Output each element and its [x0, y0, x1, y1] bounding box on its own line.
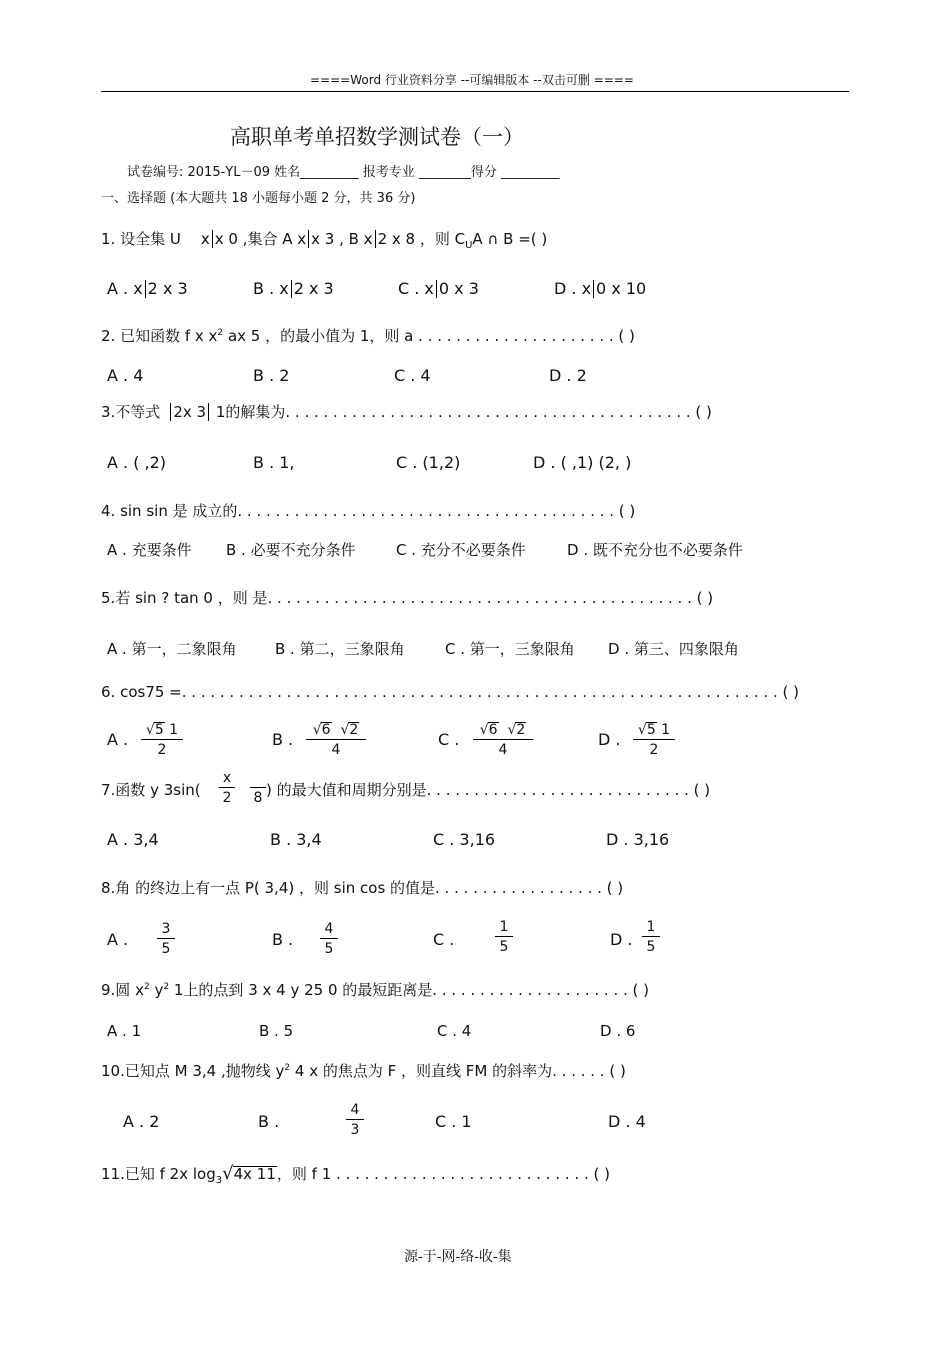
question-1-stem: 1. 设全集 U x x 0 ,集合 A x x 3 , B x 2 x 8 ，则 $C_UA$ ∩ B =( ): [101, 230, 548, 251]
question-11-stem: 11.已知 f 2x $\log_3√4x$ 11，则 f 1 . . . . . . . . . . . . . . . . . . . . . . . . . . . ( ): [101, 1163, 610, 1186]
header-rule: [101, 91, 849, 92]
question-8-option-c-label: C .: [433, 930, 455, 949]
question-1-option-a: A . x 2 x 3: [107, 279, 188, 298]
question-4-option-c: C . 充分不必要条件: [396, 541, 526, 559]
question-7-option-c: C . 3,16: [433, 830, 496, 849]
question-1-option-b: B . x 2 x 3: [253, 279, 334, 298]
question-4-stem: 4. sin sin 是 成立的. . . . . . . . . . . . . . . . . . . . . . . . . . . . . . . . . . . . . . . . ( ): [101, 502, 636, 520]
question-3-option-b: B . 1,: [253, 453, 295, 472]
question-2-option-b: B . 2: [253, 366, 290, 385]
question-1-option-c: C . x 0 x 3: [398, 279, 479, 298]
question-9-option-a: A . 1: [107, 1022, 142, 1040]
question-10-option-c: C . 1: [435, 1112, 472, 1131]
question-6-option-b-label: B .: [272, 730, 294, 749]
question-4-option-b: B . 必要不充分条件: [226, 541, 356, 559]
question-2-option-c: C . 4: [394, 366, 431, 385]
question-5-option-c: C . 第一，三象限角: [445, 640, 575, 658]
question-6-option-c-label: C .: [438, 730, 460, 749]
question-3-option-a: A . ( ,2): [107, 453, 167, 472]
question-10-option-d: D . 4: [608, 1112, 646, 1131]
question-10-option-b-label: B .: [258, 1112, 280, 1131]
question-10-option-b-fraction: 4 3: [346, 1103, 364, 1137]
question-8-option-a-fraction: 3 5: [157, 922, 175, 956]
question-6-option-a-fraction: √5 1 2: [141, 722, 183, 757]
question-6-option-c-fraction: √6 √2 4: [473, 722, 533, 757]
question-3-option-d: D . ( ,1) (2, ): [533, 453, 632, 472]
question-2-option-d: D . 2: [549, 366, 587, 385]
question-5-option-a: A . 第一，二象限角: [107, 640, 237, 658]
question-8-option-a-label: A .: [107, 930, 129, 949]
question-10-stem: 10.已知点 M 3,4 ,抛物线 $y^2$ 4 x 的焦点为 F ，则直线 FM 的斜率为. . . . . . ( ): [101, 1062, 626, 1080]
question-7-fraction-x-over-2: x 2: [219, 771, 235, 805]
question-6-option-a-label: A .: [107, 730, 129, 749]
question-2-option-a: A . 4: [107, 366, 144, 385]
question-8-option-d-label: D .: [610, 930, 633, 949]
question-6-option-b-fraction: √6 √2 4: [306, 722, 366, 757]
question-7-option-a: A . 3,4: [107, 830, 159, 849]
question-4-option-d: D . 既不充分也不必要条件: [567, 541, 743, 559]
question-8-option-c-fraction: 1 5: [495, 920, 513, 954]
question-3-stem: 3.不等式 2x 3 1的解集为. . . . . . . . . . . . . . . . . . . . . . . . . . . . . . . . . . . . . . . . . . . ( ): [101, 403, 712, 421]
question-7-option-d: D . 3,16: [606, 830, 670, 849]
exam-info-line: 试卷编号: 2015-YL－09 姓名_________ 报考专业 ________得分 _________: [127, 165, 560, 180]
question-8-option-d-fraction: 1 5: [642, 920, 660, 954]
question-7-fraction-pi-over-8: 8: [250, 771, 266, 805]
question-9-option-b: B . 5: [259, 1022, 294, 1040]
question-5-stem: 5.若 sin ? tan 0 ，则 是. . . . . . . . . . . . . . . . . . . . . . . . . . . . . . . . . . . . . . . . . . . . . ( ): [101, 589, 714, 607]
question-6-option-d-fraction: √5 1 2: [633, 722, 675, 757]
question-9-option-d: D . 6: [600, 1022, 636, 1040]
question-5-option-d: D . 第三、四象限角: [608, 640, 739, 658]
question-7-option-b: B . 3,4: [270, 830, 322, 849]
question-8-stem: 8.角 的终边上有一点 P( 3,4) ，则 sin cos 的值是. . . . . . . . . . . . . . . . . . ( ): [101, 879, 624, 897]
question-6-option-d-label: D .: [598, 730, 621, 749]
exam-title: 高职单考单招数学测试卷（一）: [230, 125, 524, 149]
question-10-option-a: A . 2: [123, 1112, 160, 1131]
question-4-option-a: A . 充要条件: [107, 541, 192, 559]
question-3-option-c: C . (1,2): [396, 453, 461, 472]
question-9-option-c: C . 4: [437, 1022, 472, 1040]
page-header: ====Word 行业资料分享 --可编辑版本 --双击可删 ====: [310, 73, 634, 87]
question-7-stem-end: ) 的最大值和周期分别是. . . . . . . . . . . . . . . . . . . . . . . . . . . . ( ): [266, 781, 711, 799]
question-8-option-b-label: B .: [272, 930, 294, 949]
question-1-option-d: D . x 0 x 10: [554, 279, 647, 298]
question-2-stem: 2. 已知函数 f x $x^2$ ax 5 ，的最小值为 1，则 a . . . . . . . . . . . . . . . . . . . . . ( ): [101, 327, 635, 345]
question-9-stem: 9.圆 $x^2$ $y^2$ 1上的点到 3 x 4 y 25 0 的最短距离是. . . . . . . . . . . . . . . . . . . . . ( ): [101, 981, 650, 999]
question-8-option-b-fraction: 4 5: [320, 922, 338, 956]
question-6-stem: 6. cos75 =. . . . . . . . . . . . . . . . . . . . . . . . . . . . . . . . . . . . . . . . . . . . . . . . . . . . . . . . . . . . . . . ( ): [101, 683, 799, 701]
question-7-stem-start: 7.函数 y 3sin(: [101, 781, 201, 799]
section-heading: 一、选择题 (本大题共 18 小题每小题 2 分，共 36 分): [101, 191, 416, 206]
question-5-option-b: B . 第二，三象限角: [275, 640, 405, 658]
page-footer: 源-于-网-络-收-集: [404, 1249, 512, 1265]
